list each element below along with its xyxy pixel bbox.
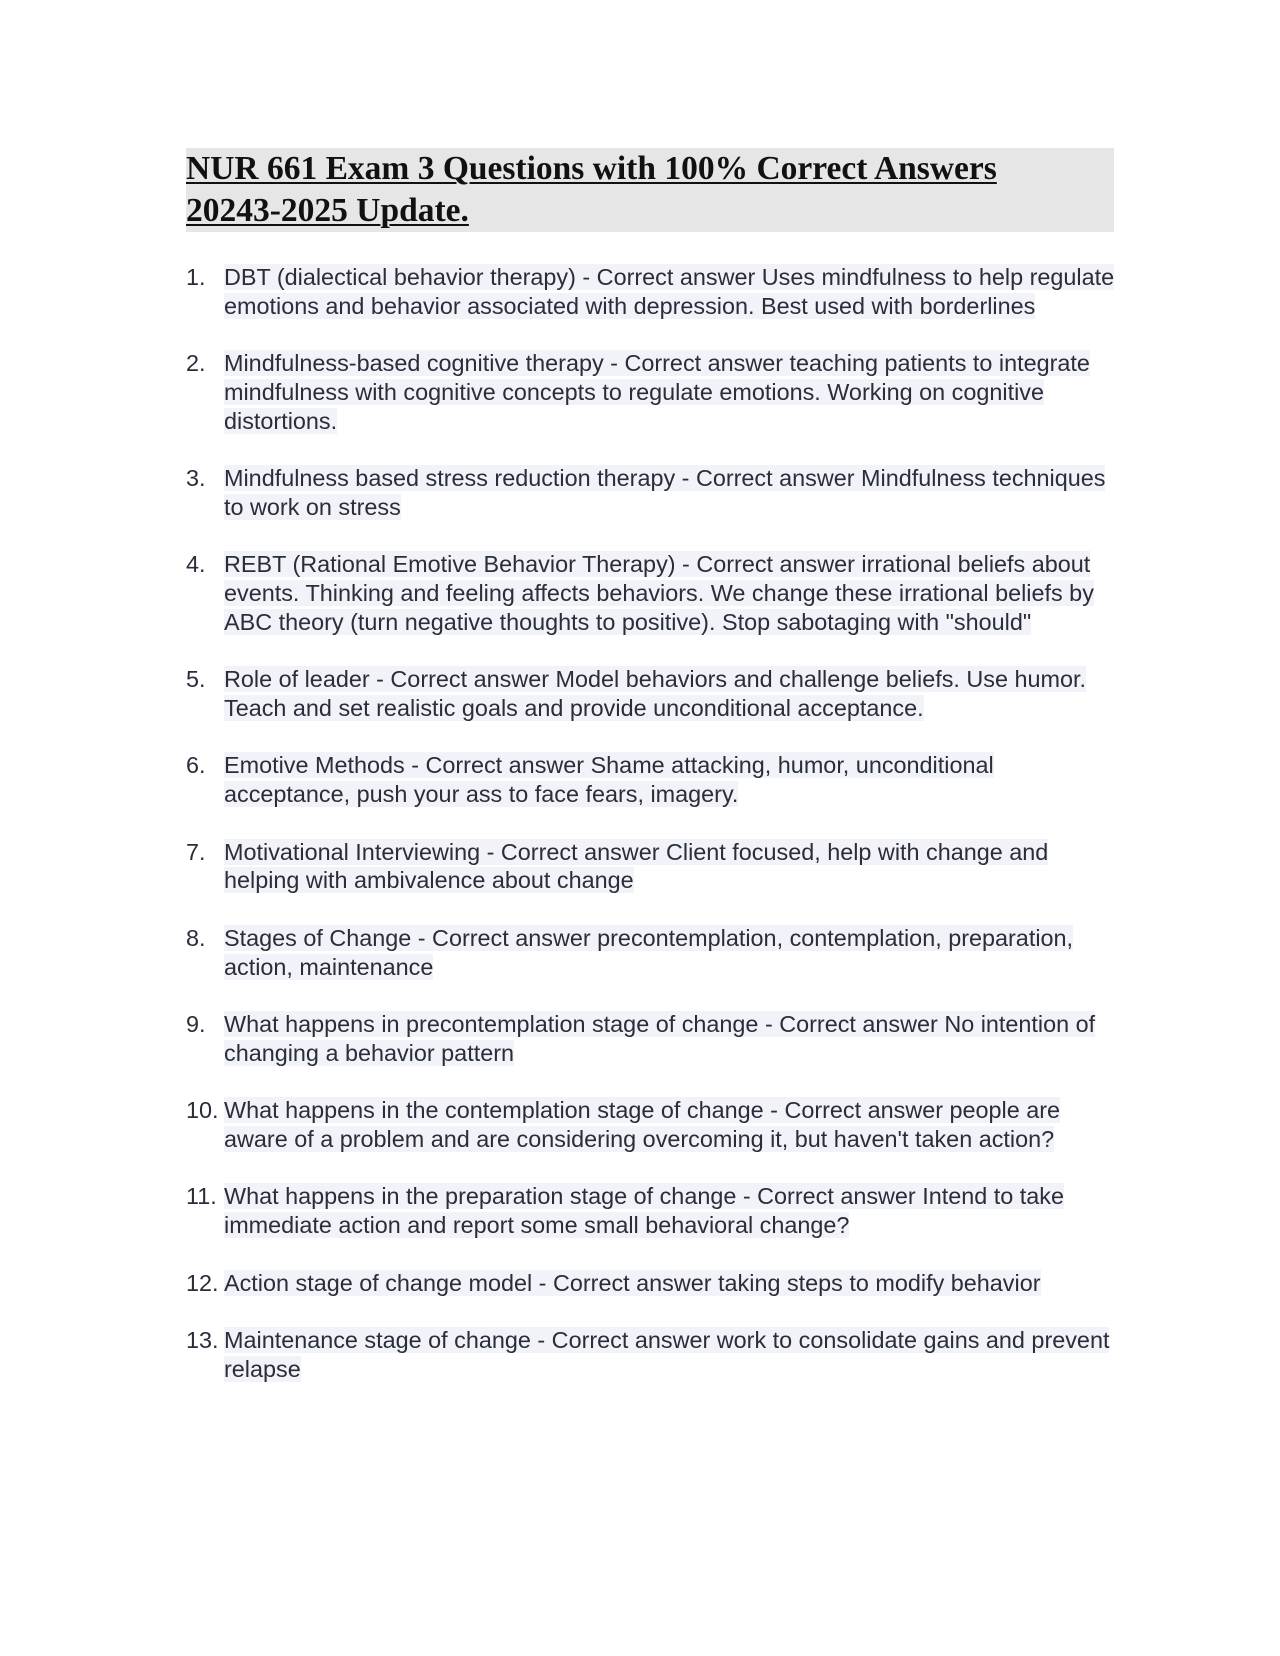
item-text: Maintenance stage of change - Correct answer work to consolidate gains and prevent relapse bbox=[224, 1327, 1110, 1382]
list-item bbox=[186, 550, 1126, 636]
item-number: 10. bbox=[186, 1097, 219, 1124]
item-number: 1. bbox=[186, 264, 206, 290]
item-text: Mindfulness based stress reduction therapy - Correct answer Mindfulness techniques to work on stress bbox=[224, 465, 1106, 520]
list-item bbox=[186, 1269, 1126, 1298]
item-text: Emotive Methods - Correct answer Shame attacking, humor, unconditional acceptance, push your ass to face fears, imagery. bbox=[224, 752, 994, 808]
item-text: Action stage of change model - Correct answer taking steps to modify behavior bbox=[224, 1269, 1041, 1296]
item-number: 11. bbox=[186, 1183, 217, 1210]
title-line-1: NUR 661 Exam 3 Questions with 100% Correct Answers bbox=[186, 150, 997, 187]
item-number: 3. bbox=[186, 465, 206, 492]
list-item bbox=[186, 751, 1126, 808]
list-item bbox=[186, 349, 1126, 435]
item-number: 8. bbox=[186, 924, 206, 951]
item-text: DBT (dialectical behavior therapy) - Correct answer Uses mindfulness to help regulate emotions and behavior associated with depression. Best used with borderlines bbox=[224, 264, 1115, 319]
item-text: REBT (Rational Emotive Behavior Therapy) - Correct answer irrational beliefs about events. Thinking and feeling affects behaviors. We change these irrational beliefs by ABC theory (turn negative thoughts to positive). Stop sabotaging with "should" bbox=[224, 551, 1094, 635]
list-item bbox=[186, 1010, 1126, 1067]
qa-list bbox=[186, 263, 1126, 1412]
item-number: 13. bbox=[186, 1327, 219, 1354]
list-item bbox=[186, 1182, 1126, 1239]
list-item bbox=[186, 665, 1126, 722]
item-number: 9. bbox=[186, 1011, 206, 1038]
document-title bbox=[186, 148, 1114, 232]
list-item bbox=[186, 838, 1126, 895]
item-text: Motivational Interviewing - Correct answer Client focused, help with change and helping with ambivalence about change bbox=[224, 838, 1049, 894]
item-number: 7. bbox=[186, 838, 206, 865]
item-number: 5. bbox=[186, 666, 206, 693]
title-line-2: 20243-2025 Update. bbox=[186, 192, 469, 229]
list-item bbox=[186, 464, 1126, 521]
list-item bbox=[186, 263, 1126, 320]
item-text: What happens in the preparation stage of change - Correct answer Intend to take immediate action and report some small behavioral change? bbox=[224, 1183, 1064, 1239]
list-item bbox=[186, 924, 1126, 981]
item-number: 2. bbox=[186, 350, 206, 377]
item-text: What happens in the contemplation stage of change - Correct answer people are aware of a problem and are considering overcoming it, but haven't taken action? bbox=[224, 1097, 1061, 1152]
item-number: 4. bbox=[186, 551, 206, 578]
item-number: 12. bbox=[186, 1269, 219, 1296]
list-item bbox=[186, 1326, 1126, 1383]
item-text: Role of leader - Correct answer Model behaviors and challenge beliefs. Use humor. Teach and set realistic goals and provide unconditional acceptance. bbox=[224, 666, 1087, 721]
item-text: Mindfulness-based cognitive therapy - Correct answer teaching patients to integrate mindfulness with cognitive concepts to regulate emotions. Working on cognitive distortions. bbox=[224, 350, 1090, 434]
list-item bbox=[186, 1096, 1126, 1153]
item-text: Stages of Change - Correct answer precontemplation, contemplation, preparation, action, maintenance bbox=[224, 924, 1074, 980]
item-text: What happens in precontemplation stage of change - Correct answer No intention of changing a behavior pattern bbox=[224, 1011, 1096, 1066]
item-number: 6. bbox=[186, 752, 206, 779]
